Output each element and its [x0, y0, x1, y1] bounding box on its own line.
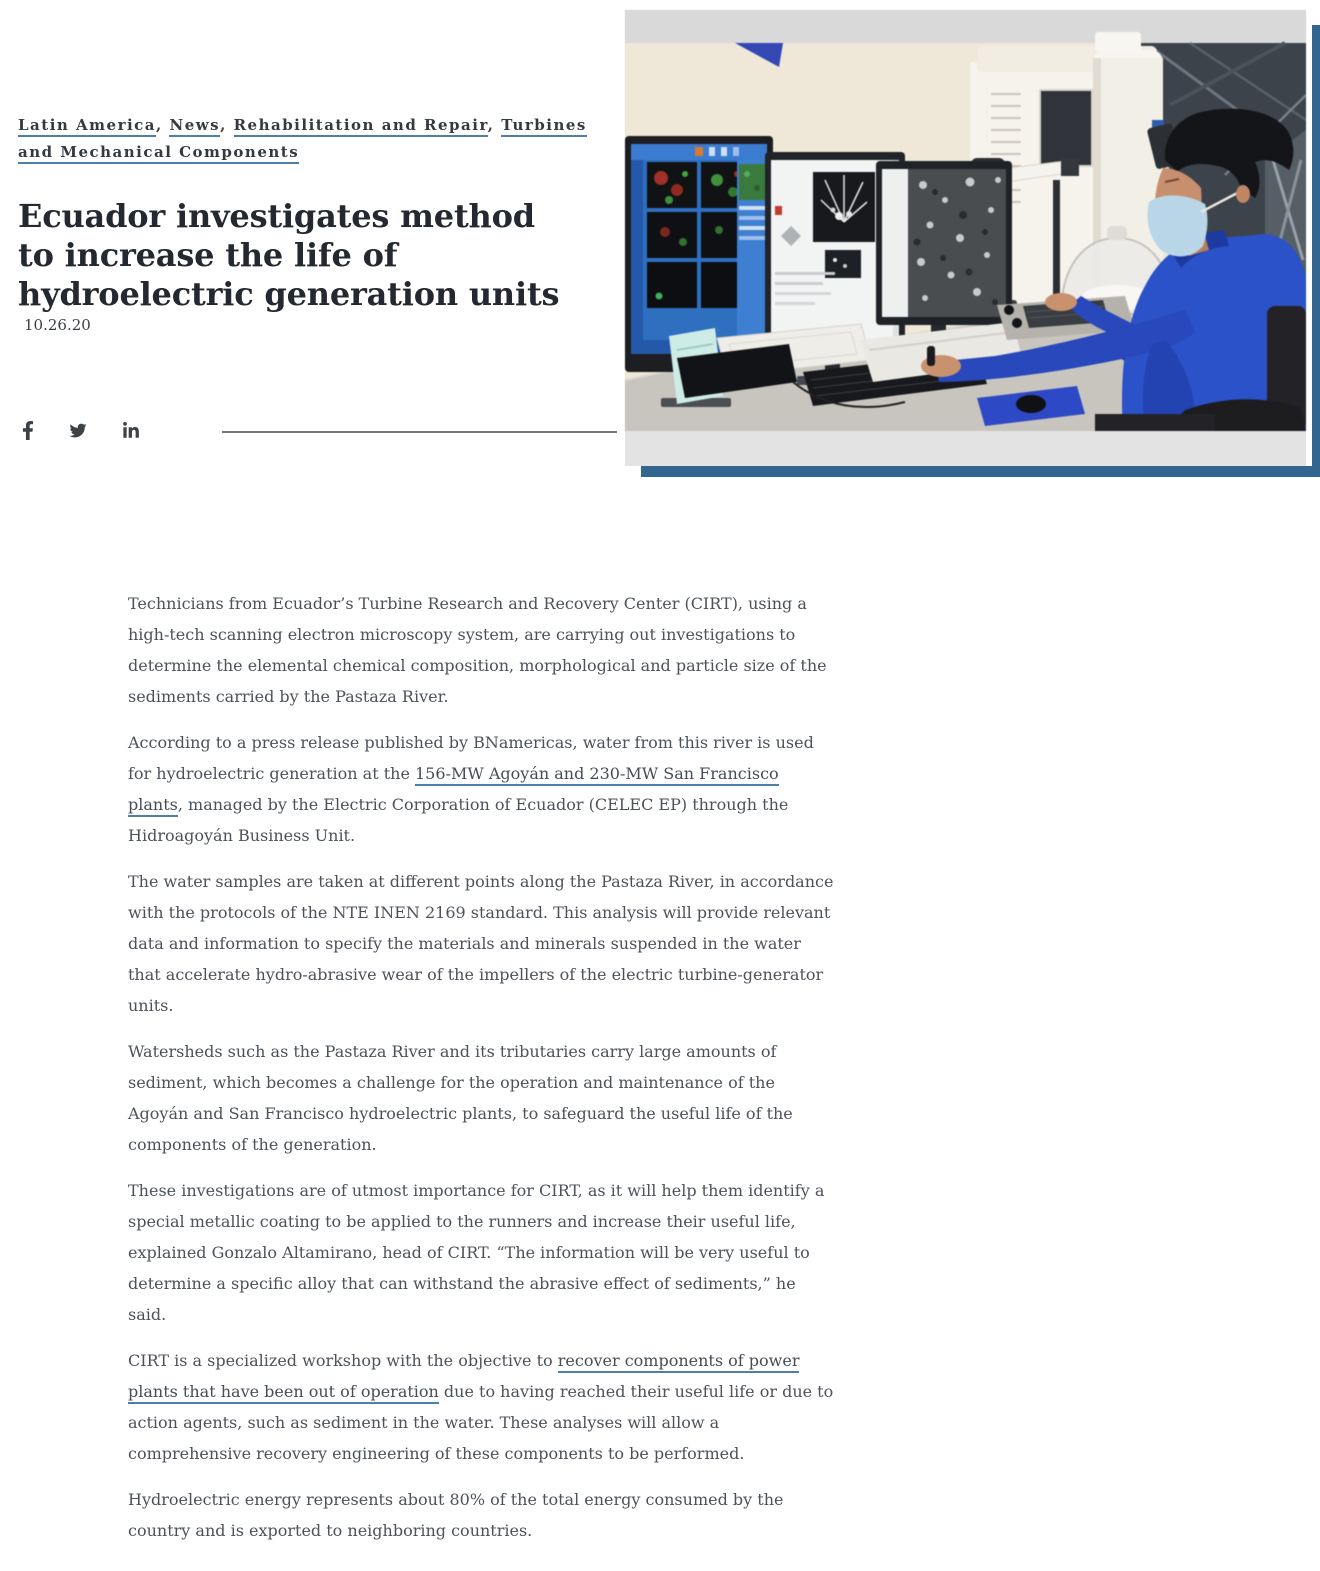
social-share-bar: [22, 421, 140, 440]
breadcrumb-link[interactable]: Latin America: [18, 116, 156, 137]
inline-link[interactable]: recover components of power plants that have been out of operation: [128, 1351, 799, 1404]
paragraph: Technicians from Ecuador’s Turbine Research and Recovery Center (CIRT), using a high-tech scanning electron microscopy system, are carrying out investigations to determine the elemental chemical composition, morphological and particle size of the sediments carried by the Pastaza River.: [128, 594, 827, 706]
page-title: Ecuador investigates method to increase the life of hydroelectric generation units: [18, 197, 560, 314]
paragraph: According to a press release published by BNamericas, water from this river is used for hydroelectric generation at the 156-MW Agoyán and 230-MW San Francisco plants, managed by the Electric Corporation of Ecuador (CELEC EP) through the Hidroagoyán Business Unit.: [128, 733, 814, 845]
breadcrumb-link[interactable]: Rehabilitation and Repair: [234, 116, 488, 137]
article-date: 10.26.20: [24, 316, 91, 334]
breadcrumb: Latin America, News, Rehabilitation and Repair, Turbines and Mechanical Components: [18, 112, 593, 166]
facebook-icon[interactable]: [22, 421, 34, 440]
paragraph: These investigations are of utmost importance for CIRT, as it will help them identify a special metallic coating to be applied to the runners and increase their useful life, explained Gonzalo Altamirano, head of CIRT. “The information will be very useful to determine a specific alloy that can withstand the abrasive effect of sediments,” he said.: [128, 1181, 825, 1324]
paragraph: CIRT is a specialized workshop with the objective to recover components of power plants that have been out of operation due to having reached their useful life or due to action agents, such as sediment in the water. These analyses will allow a comprehensive recovery engineering of these components to be performed.: [128, 1351, 834, 1463]
article-photo-illustration: [625, 10, 1306, 431]
article-photo: [625, 10, 1306, 466]
linkedin-icon[interactable]: [122, 422, 140, 440]
inline-link[interactable]: 156-MW Agoyán and 230-MW San Francisco plants: [128, 764, 779, 817]
article-body: [128, 588, 835, 1561]
breadcrumb-link[interactable]: Turbines and Mechanical Components: [18, 116, 587, 164]
paragraph: The water samples are taken at different points along the Pastaza River, in accordance with the protocols of the NTE INEN 2169 standard. This analysis will provide relevant data and information to specify the materials and minerals suspended in the water that accelerate hydro-abrasive wear of the impellers of the electric turbine-generator units.: [128, 872, 834, 1015]
paragraph: Hydroelectric energy represents about 80% of the total energy consumed by the country and is exported to neighboring countries.: [128, 1490, 784, 1540]
paragraph: Watersheds such as the Pastaza River and its tributaries carry large amounts of sediment, which becomes a challenge for the operation and maintenance of the Agoyán and San Francisco hydroelectric plants, to safeguard the useful life of the components of the generation.: [128, 1042, 793, 1154]
twitter-icon[interactable]: [68, 422, 88, 439]
breadcrumb-link[interactable]: News: [169, 116, 220, 137]
section-divider: [222, 431, 617, 433]
